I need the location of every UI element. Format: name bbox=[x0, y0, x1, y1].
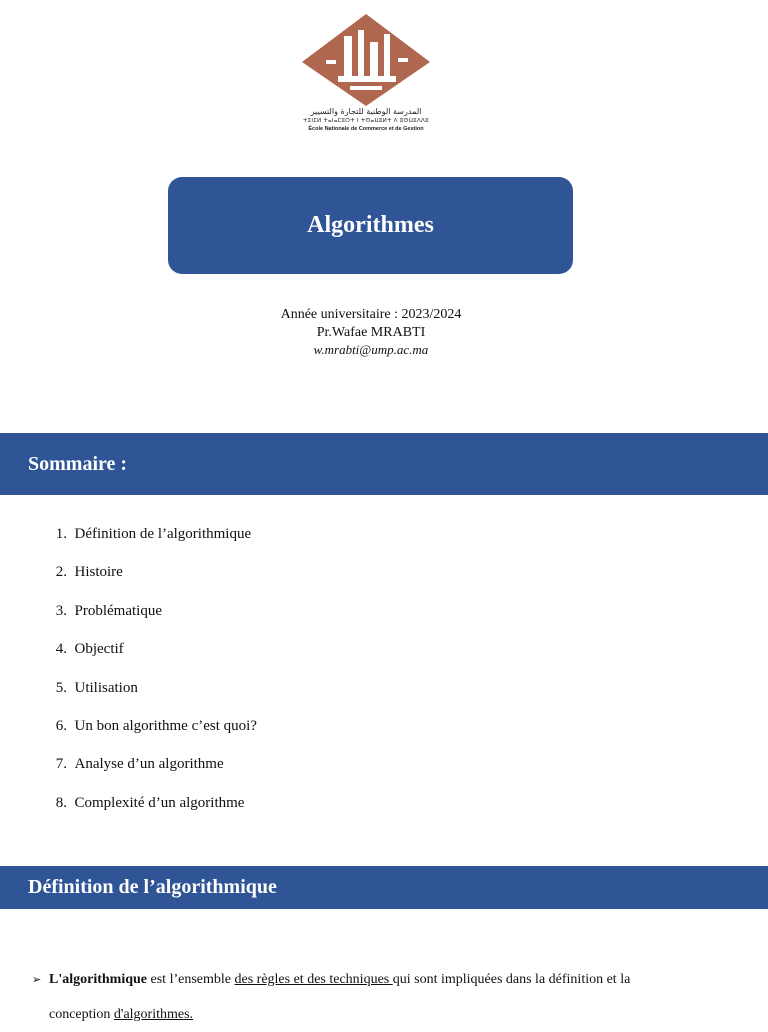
item-number: 5. bbox=[55, 679, 67, 696]
sommaire-header bbox=[0, 433, 768, 495]
definition-header bbox=[0, 866, 768, 909]
list-item bbox=[40, 795, 257, 833]
title-box bbox=[168, 177, 573, 274]
item-number: 3. bbox=[55, 602, 67, 619]
author-email: w.mrabti@ump.ac.ma bbox=[313, 342, 429, 357]
sommaire-heading: Sommaire : bbox=[28, 452, 128, 475]
arrow-bullet-icon: ➢ bbox=[32, 973, 42, 986]
item-label: Objectif bbox=[74, 641, 124, 658]
logo-french-text: École Nationale de Commerce et de Gestion bbox=[308, 126, 424, 132]
sommaire-list bbox=[40, 526, 257, 833]
definition-text-3: conception bbox=[49, 1007, 114, 1022]
academic-year: Année universitaire : 2023/2024 bbox=[280, 307, 462, 322]
item-label: Problématique bbox=[74, 602, 162, 619]
item-label: Utilisation bbox=[74, 679, 138, 696]
list-item bbox=[40, 641, 257, 679]
definition-underline-2: d'algorithmes. bbox=[113, 1007, 194, 1022]
list-item bbox=[40, 526, 257, 564]
definition-underline-1: des règles et des techniques bbox=[234, 972, 393, 987]
list-item bbox=[40, 718, 257, 756]
definition-text-2: qui sont impliquées dans la définition et la bbox=[392, 972, 631, 987]
logo-emblem-icon bbox=[300, 12, 432, 108]
item-number: 4. bbox=[55, 641, 67, 658]
definition-paragraph bbox=[32, 962, 708, 1032]
logo-tifinagh-text: ⵜⵉⵏⵎⵍ ⵜⴰⵏⴰⵎⵓⵔⵜ ⵏ ⵜⵙⴰⵡⵓⵍⵜ ⴷ ⵓⵙⵡⵓⴷⴷⵓ bbox=[303, 118, 429, 124]
item-label: Analyse d’un algorithme bbox=[74, 756, 224, 773]
item-number: 7. bbox=[55, 756, 67, 773]
definition-text-1: est l’ensemble bbox=[147, 972, 235, 987]
item-number: 8. bbox=[55, 794, 67, 811]
list-item bbox=[40, 603, 257, 641]
item-number: 6. bbox=[55, 717, 67, 734]
meta-block bbox=[0, 306, 742, 359]
item-number: 2. bbox=[55, 564, 67, 581]
school-logo bbox=[296, 12, 436, 132]
list-item bbox=[40, 756, 257, 794]
logo-arabic-text: المدرسة الوطنية للتجارة والتسيير bbox=[310, 107, 422, 116]
definition-heading: Définition de l’algorithmique bbox=[28, 876, 277, 898]
item-label: Définition de l’algorithmique bbox=[74, 526, 252, 542]
item-number: 1. bbox=[55, 526, 67, 542]
document-title: Algorithmes bbox=[307, 212, 434, 238]
item-label: Complexité d’un algorithme bbox=[74, 794, 245, 811]
item-label: Histoire bbox=[74, 564, 123, 581]
list-item bbox=[40, 680, 257, 718]
definition-term: L'algorithmique bbox=[49, 972, 148, 987]
author-name: Pr.Wafae MRABTI bbox=[316, 324, 426, 340]
item-label: Un bon algorithme c’est quoi? bbox=[74, 717, 257, 734]
list-item bbox=[40, 564, 257, 602]
